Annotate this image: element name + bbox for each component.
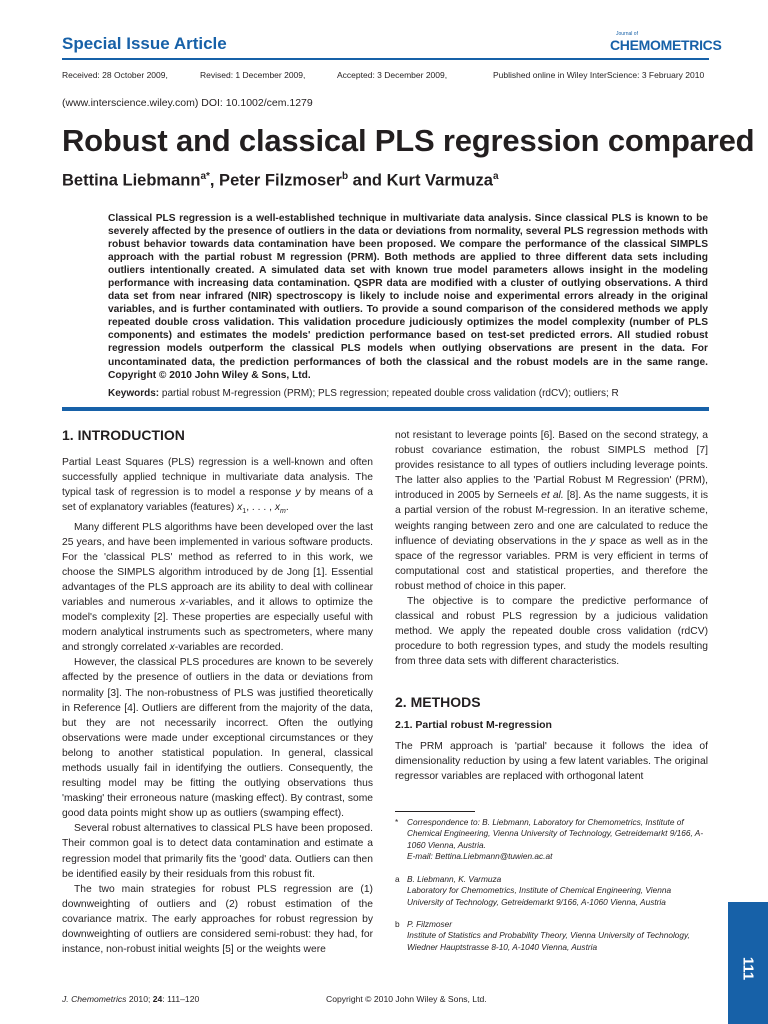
correspondence-email[interactable]: E-mail: Bettina.Liebmann@tuwien.ac.at [407, 851, 553, 862]
revised-date: Revised: 1 December 2009, [200, 70, 306, 80]
accepted-date: Accepted: 3 December 2009, [337, 70, 448, 80]
journal-logo-small: Journal of [616, 31, 638, 37]
header-rule [62, 58, 709, 60]
intro-paragraph-1: Partial Least Squares (PLS) regression is a well-known and often successfully applied technique in multivariate data analysis. The typical task of regression is to model a response y by means of a set of explanatory variables (features) $x_1$, . . . , $x_m$. [62, 457, 373, 516]
author-1: Bettina Liebmann [62, 171, 201, 190]
right-column [395, 428, 708, 784]
footnote-correspondence: * Correspondence to: B. Liebmann, Laboratory for Chemometrics, Institute of Chemical Engineering, Vienna University of Technology, Getreidemarkt 9/166, A-1060 Vienna, Austria. E-mail: Bettina.Liebmann@tuwien.ac.at [395, 817, 704, 862]
section-heading-methods: 2. METHODS [395, 693, 481, 710]
left-column [62, 428, 373, 957]
published-date: Published online in Wiley InterScience: 3 February 2010 [493, 70, 705, 80]
journal-logo [610, 31, 722, 55]
intro-paragraph-7: The objective is to compare the predictive performance of classical and robust PLS regression by a judicious validation method. We apply the repeated double cross validation (rdCV) procedure to both regression types, and study the models resulting from three data sets with different characteristics. [395, 596, 708, 668]
author-3: and Kurt Varmuza [348, 171, 493, 190]
journal-logo-name: CHEMOMETRICS [610, 37, 722, 53]
received-date: Received: 28 October 2009, [62, 70, 168, 80]
article-title: Robust and classical PLS regression compared [62, 123, 755, 158]
footer-citation: J. Chemometrics 2010; 24: 111–120 [62, 994, 200, 1004]
author-list [62, 171, 499, 191]
abstract-rule [62, 407, 709, 411]
section-label: Special Issue Article [62, 34, 227, 53]
doi-line[interactable]: (www.interscience.wiley.com) DOI: 10.1002/cem.1279 [62, 97, 313, 109]
page-number: 111 [739, 956, 757, 981]
author-2: , Peter Filzmoser [209, 171, 342, 190]
intro-paragraph-3: However, the classical PLS procedures are known to be severely affected by the presence of outliers in the data or deviations from normality [3]. The non-robustness of PLS was justified theoretically in Reference [4]. Outliers are different from the majority of the data, but they are not necessarily incorrect. Often the outlying observations were made under exceptional circumstances or they belong to another statistical population. In general, classical methods usually fail in identifying the outliers. Consequently, the resulting model may be fitting the outlying observations thus 'masking' their erroneous nature (masking effect). By contrast, some good data points might show up as outliers (swamping effect). [62, 657, 373, 820]
intro-paragraph-4: Several robust alternatives to classical PLS have been proposed. Their common goal is to detect data contamination and estimate a regression model that primarily fits the 'good' data. Outliers can then be identified easily by their residuals from this robust fit. [62, 823, 373, 880]
intro-paragraph-5: The two main strategies for robust PLS regression are (1) downweighting of outliers and (2) robust estimation of the covariance matrix. The early approaches for robust regression by downweighting of outliers are considered semi-robust: they had, for instance, non-robust initial weights [5] or the weights were [62, 883, 373, 956]
abstract: Classical PLS regression is a well-established technique in multivariate data analysis. Since classical PLS is known to be severely affected by the presence of outliers in the data or deviations from normality, several PLS regression methods with robust behavior towards data contamination have been proposed. We compare the performance of the classical SIMPLS approach with the partial robust M regression (PRM). Both methods are applied to three different data sets including outliers intentionally created. A simulated data set with known true model parameters allows insight in the modeling performance with increasing data contamination. QSPR data are modified with a cluster of outlying observations. A third data set from near infrared (NIR) spectroscopy is likely to include noise and experimental errors already in the original variables, and is further contaminated with outliers. To provide a sound comparison of the considered methods we apply repeated double cross validation. This validation procedure judiciously optimizes the model complexity (number of PLS components) and estimates the models' prediction performance based on test-set predicted errors. All studied robust regression models outperform the classical PLS models when outlying observations are present in the data. For uncontaminated data, the prediction performances of both the classical and the robust models are in the same range. Copyright © 2010 John Wiley & Sons, Ltd. [108, 213, 708, 381]
intro-paragraph-2: Many different PLS algorithms have been developed over the last 25 years, and have been implemented in various software products. For the 'classical PLS' method as referred to in this work, we choose the SIMPLS algorithm introduced by de Jong [1]. Essential advantages of the PLS approach are its ability to deal with collinear variables and numerous x-variables, and it allows to optimize the model's complexity [2]. These properties are especially useful with modern analytical instruments such as spectrometers, where many and strongly correlated x-variables are recorded. [62, 521, 373, 654]
intro-paragraph-6: not resistant to leverage points [6]. Based on the second strategy, a robust covariance estimation, the robust SIMPLS method [7] provides resistance to all types of outliers including leverage points. The latter also applies to the 'Partial Robust M Regression' (PRM), introduced in 2005 by Serneels et al. [8]. As the name suggests, it is a partial version of the robust M-regression. In an iterative scheme, weights ranging between zero and one are calculated to reduce the influence of deviating observations in the y space as well as in the space of the regressor variables. PRM is very efficient in terms of computational cost and statistical properties, and therefore the robust method of choice in this paper. [395, 430, 709, 592]
author-3-affil: a [492, 171, 499, 182]
footnote-affiliation-b: b P. Filzmoser Institute of Statistics and Probability Theory, Vienna University of Technology, Wiedner Hauptstrasse 8-10, A-1040 Vienna, Austria [395, 919, 690, 952]
keywords-label: Keywords: [108, 388, 160, 399]
keywords [108, 388, 708, 399]
footnote-rule [395, 811, 475, 812]
author-2-affil: b [341, 171, 349, 182]
subsection-heading-prm: 2.1. Partial robust M-regression [395, 718, 552, 731]
footnote-affiliation-a: a B. Liebmann, K. Varmuza Laboratory for Chemometrics, Institute of Chemical Engineering, Vienna University of Technology, Getreidemarkt 9/166, A-1060 Vienna, Austria [395, 874, 672, 907]
methods-paragraph-1: The PRM approach is 'partial' because it follows the idea of dimensionality reduction by using a few latent variables. The original regressor variables are replaced with orthogonal latent [395, 740, 708, 782]
keywords-text: partial robust M-regression (PRM); PLS regression; repeated double cross validation (rdCV); outliers; R [159, 388, 619, 399]
footer-copyright: Copyright © 2010 John Wiley & Sons, Ltd. [326, 994, 487, 1004]
section-heading-introduction: 1. INTRODUCTION [62, 427, 185, 443]
author-1-affil: a* [200, 171, 210, 182]
